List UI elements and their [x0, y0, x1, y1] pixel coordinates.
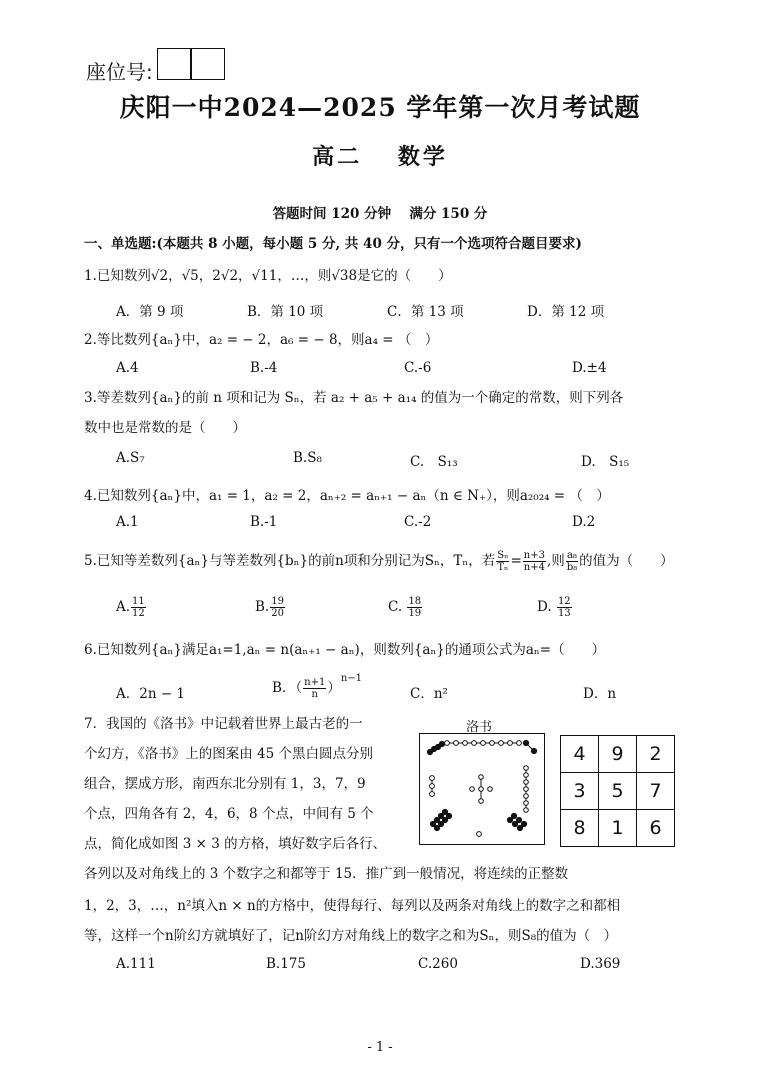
time-info: 答题时间 120 分钟 满分 150 分 — [272, 206, 488, 222]
exam-title: 庆阳一中2024—2025 学年第一次月考试题 — [119, 93, 641, 122]
q5-frac2-den: n+4 — [523, 562, 545, 573]
section-heading: 一、单选题:(本题共 8 小题，每小题 5 分, 共 40 分，只有一个选项符合题目要求) — [84, 236, 582, 252]
q6-option-c: C．n² — [410, 686, 448, 702]
q6-option-b: B．（ $\frac{n+1}{n}$ ）$^{n-1}$ — [272, 672, 363, 700]
magic-cell: 9 — [599, 736, 637, 773]
q4-option-c: C.-2 — [404, 514, 432, 530]
q6-option-a: A．2n − 1 — [116, 686, 186, 702]
q7-option-c: C.260 — [418, 956, 458, 972]
q5-d-den: 13 — [557, 608, 571, 619]
q7-option-b: B.175 — [266, 956, 306, 972]
exam-subtitle: 高二 数学 — [312, 144, 448, 170]
q3-option-b: B.S₈ — [293, 450, 322, 466]
q5-option-b — [255, 596, 286, 619]
question-3-stem-line2: 数中也是常数的是（ ） — [84, 420, 246, 436]
q5-option-d — [537, 596, 573, 619]
magic-cell: 6 — [637, 810, 675, 847]
q7-option-d: D.369 — [580, 956, 621, 972]
q5-fraction-ratio — [523, 550, 546, 573]
luoshu-figure — [419, 733, 545, 845]
q5-option-c — [388, 596, 423, 619]
q3-option-c: C. S₁₃ — [410, 454, 458, 470]
q5-a-den: 12 — [132, 608, 145, 619]
question-6-stem: 6.已知数列{aₙ}满足a₁=1,aₙ = n(aₙ₊₁ − aₙ)，则数列{aₙ}的通项公式为aₙ=（ ） — [84, 642, 606, 658]
q6-b-label: B． — [272, 680, 296, 696]
q5-b-label: B. — [255, 599, 270, 615]
q5-frac1-den: Tₙ — [497, 562, 509, 573]
q5-b-num: 19 — [271, 596, 284, 607]
seat-number-box-1[interactable] — [157, 48, 191, 80]
question-2-stem: 2.等比数列{aₙ}中，a₂ = − 2，a₆ = − 8，则a₄ = （ ） — [84, 332, 439, 348]
q5-fraction-s-over-t — [496, 550, 509, 573]
question-1-stem: 1.已知数列√2，√5，2√2，√11，…，则√38是它的（ ） — [84, 268, 452, 284]
q4-option-d: D.2 — [572, 514, 596, 530]
q5-c-den: 19 — [408, 608, 422, 619]
question-7-line-1: 7．我国的《洛书》中记载着世界上最古老的一 — [84, 716, 363, 732]
magic-cell: 2 — [637, 736, 675, 773]
q2-option-d: D.±4 — [572, 360, 607, 376]
q5-option-a — [116, 596, 147, 619]
q5-b-den: 20 — [271, 608, 284, 619]
magic-cell: 4 — [561, 736, 599, 773]
q5-c-label: C. — [388, 599, 403, 615]
q5-d-num: 12 — [557, 596, 571, 607]
luoshu-figure-title: 洛书 — [466, 720, 493, 735]
q5-frac3-num: a₈ — [566, 550, 577, 561]
q2-option-c: C.-6 — [404, 360, 432, 376]
q5-stem-part-b: = — [510, 553, 522, 569]
page-number: - 1 - — [367, 1040, 393, 1055]
magic-cell: 7 — [637, 773, 675, 810]
q3-option-d: D. S₁₅ — [581, 454, 630, 470]
luoshu-dots-diagram — [420, 734, 543, 843]
q5-a-label: A. — [116, 599, 131, 615]
q1-option-d: D．第 12 项 — [527, 304, 605, 320]
q5-a-num: 11 — [132, 596, 145, 607]
magic-row — [561, 736, 675, 773]
q7-option-a: A.111 — [116, 956, 156, 972]
question-7-line-7: 1，2，3，…，n²填入n × n的方格中，使得每行、每列以及两条对角线上的数字之和都相 — [84, 898, 621, 914]
q5-stem-part-a: 5.已知等差数列{aₙ}与等差数列{bₙ}的前n项和分别记为Sₙ，Tₙ，若 — [84, 553, 496, 569]
seat-number-box-2[interactable] — [191, 48, 225, 80]
magic-row — [561, 810, 675, 847]
question-7-line-8: 等，这样一个n阶幻方就填好了，记n阶幻方对角线上的数字之和为Sₙ，则S₈的值为（ ） — [84, 928, 618, 944]
q1-option-c: C．第 13 项 — [387, 304, 464, 320]
q6-b-num: n+1 — [304, 677, 326, 688]
q5-stem-part-c: ,则 — [546, 553, 565, 569]
q1-option-a: A．第 9 项 — [116, 304, 184, 320]
seat-number-label: 座位号: — [86, 60, 153, 84]
q5-stem-part-d: 的值为（ ） — [579, 553, 674, 569]
q6-b-exponent: n−1 — [340, 672, 363, 684]
q5-c-num: 18 — [408, 596, 422, 607]
q5-frac2-num: n+3 — [523, 550, 545, 561]
question-7-line-5: 点，简化成如图 3 × 3 的方格，填好数字后各行、 — [84, 836, 387, 852]
q2-option-b: B.-4 — [250, 360, 278, 376]
q6-option-d: D．n — [583, 686, 617, 702]
magic-row — [561, 773, 675, 810]
magic-cell: 5 — [599, 773, 637, 810]
magic-cell: 8 — [561, 810, 599, 847]
q2-option-a: A.4 — [116, 360, 139, 376]
magic-cell: 3 — [561, 773, 599, 810]
question-7-line-4: 个点，四角各有 2，4，6，8 个点，中间有 5 个 — [84, 806, 374, 822]
q5-d-label: D. — [537, 599, 552, 615]
q5-frac1-num: Sₙ — [497, 550, 509, 561]
q6-b-den: n — [311, 689, 318, 700]
q3-option-a: A.S₇ — [116, 450, 145, 466]
question-7-line-6: 各列以及对角线上的 3 个数字之和都等于 15．推广到一般情况，将连续的正整数 — [84, 866, 569, 882]
q5-fraction-a-over-b — [566, 550, 578, 573]
question-4-stem: 4.已知数列{aₙ}中，a₁ = 1，a₂ = 2，aₙ₊₂ = aₙ₊₁ − aₙ（n ∈ N₊），则a₂₀₂₄ = （ ） — [84, 488, 610, 504]
question-7-line-2: 个幻方，《洛书》上的图案由 45 个黑白圆点分别 — [84, 746, 374, 762]
q4-option-a: A.1 — [116, 514, 139, 530]
magic-cell: 1 — [599, 810, 637, 847]
question-5-stem — [84, 548, 674, 574]
q5-frac3-den: b₈ — [566, 562, 578, 573]
magic-square-table — [560, 735, 675, 847]
q4-option-b: B.-1 — [250, 514, 278, 530]
question-7-line-3: 组合，摆成方形，南西东北分别有 1，3，7，9 — [84, 776, 366, 792]
question-3-stem-line1: 3.等差数列{aₙ}的前 n 项和记为 Sₙ，若 a₂ + a₅ + a₁₄ 的值为一个确定的常数，则下列各 — [84, 390, 624, 406]
q1-option-b: B．第 10 项 — [247, 304, 324, 320]
